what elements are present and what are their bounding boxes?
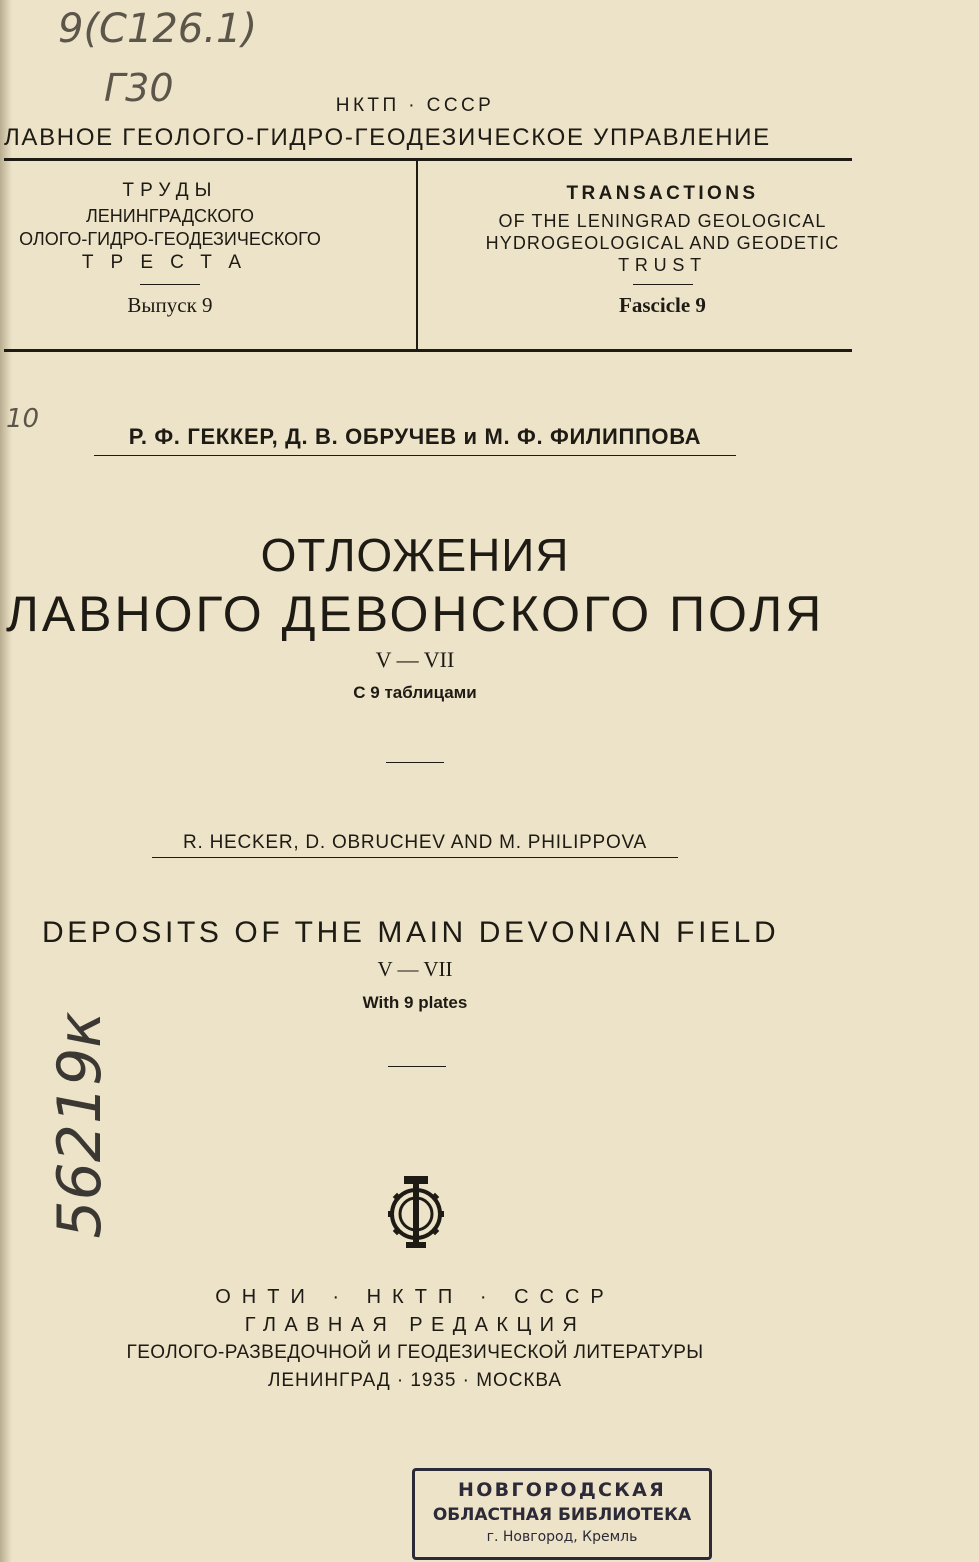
series-ru-line4: ТРЕСТА: [81, 252, 259, 273]
library-stamp: [412, 1468, 712, 1560]
ru-title-line2: ЛАВНОГО ДЕВОНСКОГО ПОЛЯ: [6, 586, 825, 642]
ru-title-line1: ОТЛОЖЕНИЯ: [260, 529, 570, 581]
series-en-block: [470, 183, 855, 318]
series-en-issue: Fascicle 9: [619, 293, 706, 317]
stamp-line1: НОВГОРОДСКАЯ: [458, 1479, 666, 1501]
en-parts: V — VII: [377, 957, 453, 981]
imprint-line3: ГЕОЛОГО-РАЗВЕДОЧНОЙ И ГЕОДЕЗИЧЕСКОЙ ЛИТЕРАТУРЫ: [126, 1342, 704, 1363]
ru-authors: Р. Ф. ГЕККЕР, Д. В. ОБРУЧЕВ и М. Ф. ФИЛИППОВА: [128, 424, 702, 449]
series-en-line3: HYDROGEOLOGICAL AND GEODETIC: [485, 233, 840, 253]
stamp-line3: г. Новгород, Кремль: [486, 1529, 638, 1545]
ru-section-rule: [386, 762, 444, 763]
imprint-line2: ГЛАВНАЯ РЕДАКЦИЯ: [244, 1314, 586, 1336]
handwritten-margin-mark: 10: [6, 404, 40, 434]
en-authors: R. HECKER, D. OBRUCHEV AND M. PHILIPPOVA: [183, 832, 647, 853]
series-en-rule: [633, 284, 693, 285]
series-ru-rule: [140, 284, 200, 285]
ru-parts: V — VII: [375, 647, 455, 672]
series-en-line1: TRANSACTIONS: [566, 183, 759, 204]
en-section-rule: [388, 1066, 446, 1067]
handwritten-inventory-number: 56219к: [45, 1011, 115, 1239]
en-authors-underline: [152, 857, 678, 858]
ru-authors-underline: [94, 455, 736, 456]
imprint-line4: ЛЕНИНГРАД · 1935 · МОСКВА: [268, 1370, 562, 1391]
column-divider: [416, 160, 418, 349]
stamp-line2: ОБЛАСТНАЯ БИБЛИОТЕКА: [432, 1505, 692, 1525]
handwritten-code: Г30: [104, 66, 174, 110]
ru-plates-note: С 9 таблицами: [353, 683, 477, 702]
series-ru-line1: ТРУДЫ: [122, 180, 218, 201]
series-en-line2: OF THE LENINGRAD GEOLOGICAL: [498, 211, 827, 231]
series-bottom-rule: [4, 349, 852, 352]
publisher-emblem-icon: [384, 1170, 448, 1254]
imprint-line1: ОНТИ · НКТП · СССР: [215, 1286, 615, 1308]
series-ru-block: [0, 180, 340, 318]
series-en-line4: TRUST: [618, 255, 707, 275]
directorate-line: ЛАВНОЕ ГЕОЛОГО-ГИДРО-ГЕОДЕЗИЧЕСКОЕ УПРАВЛЕНИЕ: [4, 124, 771, 151]
header-rule: [4, 158, 852, 161]
series-ru-line3: ОЛОГО-ГИДРО-ГЕОДЕЗИЧЕСКОГО: [19, 229, 321, 249]
series-ru-line2: ЛЕНИНГРАДСКОГО: [85, 206, 255, 226]
handwritten-classmark: 9(С126.1): [58, 6, 258, 52]
en-plates-note: With 9 plates: [362, 993, 468, 1012]
ministry-line: НКТП · СССР: [335, 95, 495, 116]
en-title: DEPOSITS OF THE MAIN DEVONIAN FIELD: [42, 916, 780, 949]
series-ru-issue: Выпуск 9: [127, 293, 213, 317]
